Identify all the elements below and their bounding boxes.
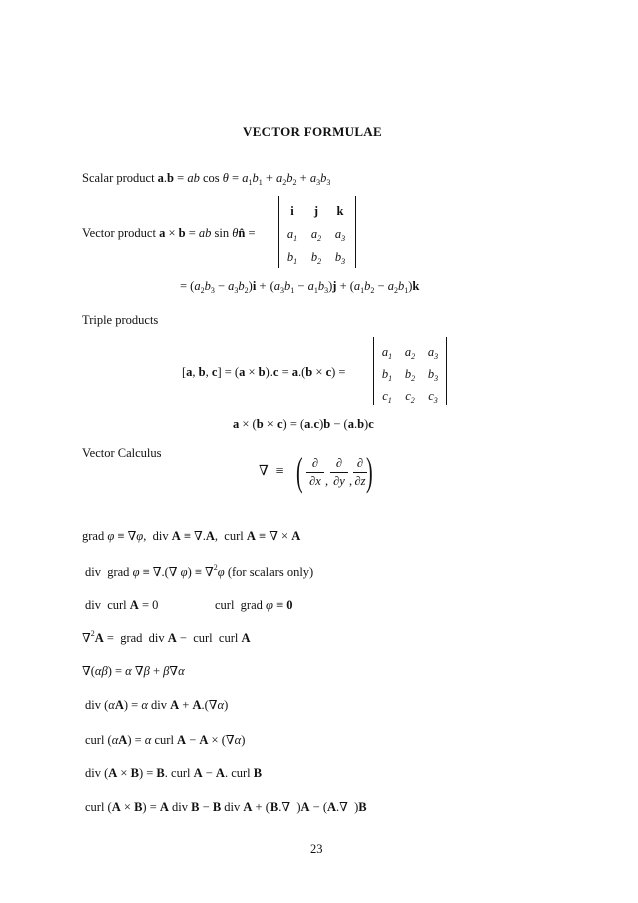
scalar-product-formula: Scalar product a.b = ab $\cos \theta = a_1b_1 + a_2b_2 + a_3b_3$ — [82, 171, 331, 187]
left-paren: ( — [296, 449, 303, 494]
document-page: VECTOR FORMULAE Scalar product a.b = ab $\cos \theta = a_1b_1 + a_2b_2 + a_3b_3$ Vector product a × b = ab sin θn̂ = i j k $a_1$ $a_2$ $a_3$ $b_1$ $b_2$ $b_3$ = $(a_2b_3 - a_3b_2)i + (a_3b_1 - a_1b_3)j + (a_1b_2 - a_2b_1)k$ Triple products [a, b, c] = (a × b).c = a.(b × c) = $a_1$ $a_2$ $a_3$ $b_1$ $b_2$ $b_3$ $c_1$ $c_2$ $c_3$ a × (b × c) = (a.c)b − (a.b)c Vector Calculus ∇ ≡ ( ∂ ∂x , ∂ ∂y , ∂ ∂z ) grad φ ≡ ∇φ, div A ≡ ∇.A, curl A ≡ ∇ × A div grad φ ≡ ∇.(∇ φ) ≡ ∇$^2$φ (for scalars only) div curl A = 0 curl grad φ ≡ 0 ∇$^2$A = grad div A − curl curl A ∇(αβ) = α ∇β + β∇α div (αA) = α div A + A.(∇α) curl (αA) = α curl A − A × (∇α) div (A × B) = B. curl A − A. curl B curl (A × B) = A div B − B div A + (B.∇ )A − (A.∇ )B 23 — [0, 0, 638, 903]
div-product-rule: div (αA) = α div A + A.(∇α) — [85, 698, 229, 712]
scalar-triple-product: [a, b, c] = (a × b).c = a.(b × c) = — [182, 365, 346, 379]
curl-cross-product: curl (A × B) = A div B − B div A + (B.∇ )A − (A.∇ )B — [85, 800, 367, 814]
div-cross-product: div (A × B) = B. curl A − A. curl B — [85, 766, 263, 780]
vector-product-label: Vector product — [82, 226, 156, 240]
partial-y: ∂ ∂y — [330, 456, 348, 489]
det-cell: j — [313, 204, 319, 218]
vector-triple-product: a × (b × c) = (a.c)b − (a.b)c — [233, 417, 374, 431]
page-title: VECTOR FORMULAE — [243, 124, 382, 139]
partial-z: ∂ ∂z — [354, 456, 366, 488]
grad-product-rule: ∇(αβ) = α ∇β + β∇α — [82, 664, 185, 678]
det-cell: i — [290, 204, 294, 218]
right-paren: ) — [366, 449, 373, 494]
div-curl-identity: div curl A = 0 — [85, 598, 159, 612]
partial-x: ∂ ∂x — [306, 456, 324, 489]
scalar-product-label: Scalar product — [82, 171, 155, 185]
det-cell: k — [336, 204, 344, 218]
operator-definitions: grad φ ≡ ∇φ, div A ≡ ∇.A, curl A ≡ ∇ × A — [82, 529, 301, 543]
laplacian-scalar: div grad φ ≡ ∇.(∇ φ) ≡ ∇$^2$φ (for scalars only) — [85, 563, 314, 579]
curl-product-rule: curl (αA) = α curl A − A × (∇α) — [85, 733, 246, 747]
nabla-definition: ∇ ≡ — [259, 464, 284, 479]
triple-products-heading: Triple products — [82, 313, 159, 327]
vector-product-determinant: i j k $a_1$ $a_2$ $a_3$ $b_1$ $b_2$ $b_3$ — [278, 196, 356, 268]
triple-product-determinant: $a_1$ $a_2$ $a_3$ $b_1$ $b_2$ $b_3$ $c_1$ $c_2$ $c_3$ — [373, 337, 447, 405]
vector-product-formula: Vector product a × b = ab sin θn̂ = — [82, 226, 256, 240]
page-number: 23 — [310, 842, 323, 856]
vector-calculus-heading: Vector Calculus — [82, 446, 162, 460]
vector-product-expansion: = $(a_2b_3 - a_3b_2)i + (a_3b_1 - a_1b_3)j + (a_1b_2 - a_2b_1)k$ — [180, 279, 420, 295]
curl-grad-identity: curl grad φ ≡ 0 — [215, 598, 293, 612]
vector-laplacian: ∇$^2$A = grad div A − curl curl A — [82, 629, 251, 645]
